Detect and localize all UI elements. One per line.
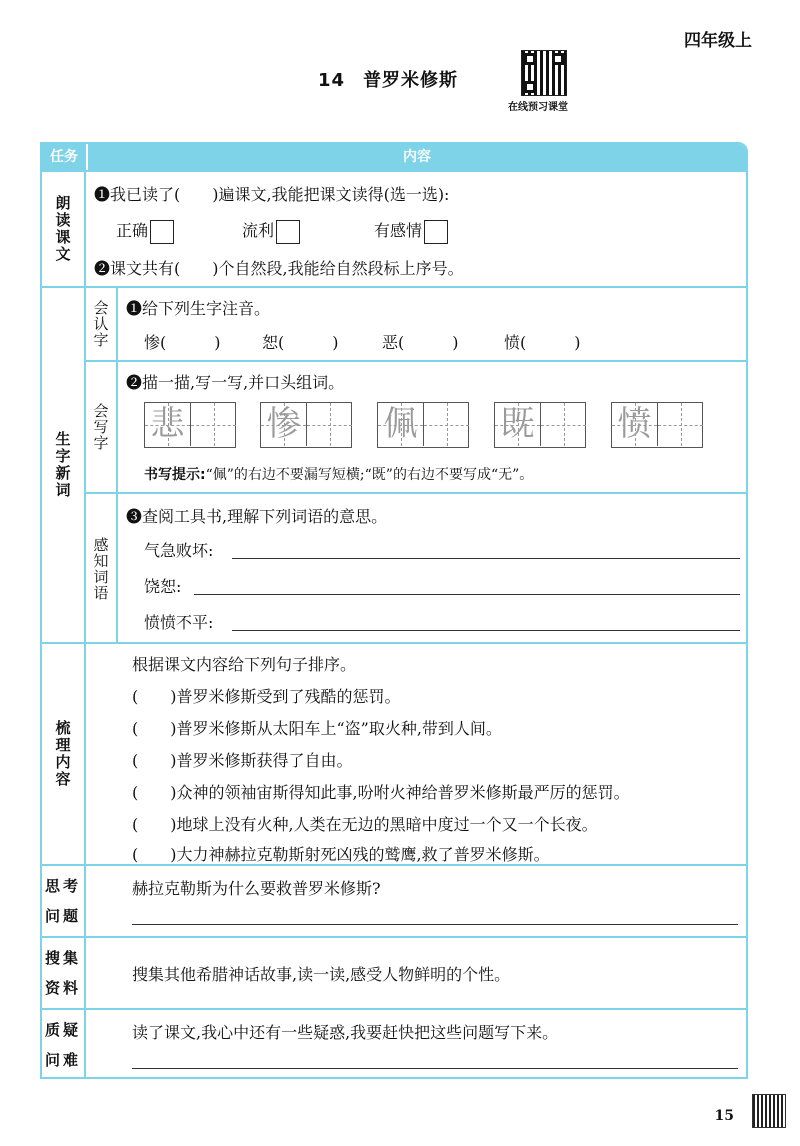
recognize-item: 恶( ): [382, 333, 459, 352]
writing-tip-label: 书写提示:: [144, 467, 206, 483]
answer-line[interactable]: [232, 630, 740, 631]
sorting-item[interactable]: ( )普罗米修斯受到了残酷的惩罚。: [132, 687, 401, 706]
think-label: 思考问题: [42, 866, 86, 936]
header-content: 内容: [403, 149, 431, 165]
reading-q1: ❶我已读了( )遍课文,我能把课文读得(选一选):: [94, 185, 450, 204]
checkbox[interactable]: [424, 220, 448, 244]
newwords-row: [42, 286, 746, 642]
sorting-row: [42, 642, 746, 864]
sorting-item[interactable]: ( )地球上没有火种,人类在无边的黑暗中度过一个又一个长夜。: [132, 815, 598, 834]
writing-cell-group[interactable]: [611, 402, 703, 448]
writing-tip-text: “佩”的右边不要漏写短横;“既”的右边不要写成“无”。: [205, 467, 534, 483]
collect-label: 搜集资料: [42, 938, 86, 1008]
sorting-item[interactable]: ( )大力神赫拉克勒斯射死凶残的鹫鹰,救了普罗米修斯。: [132, 845, 550, 864]
understand-section: [86, 492, 746, 644]
checkbox[interactable]: [276, 220, 300, 244]
reading-row: [42, 170, 746, 286]
qr-finder-icon: [524, 53, 536, 65]
doubt-label: 质疑问难: [42, 1010, 86, 1079]
qr-code-icon[interactable]: [752, 1094, 786, 1128]
answer-line[interactable]: [132, 1068, 738, 1069]
answer-line[interactable]: [132, 924, 738, 925]
header-task: 任务: [42, 144, 88, 170]
reading-option-fluent[interactable]: 流利: [242, 218, 300, 244]
collect-text: 搜集其他希腊神话故事,读一读,感受人物鲜明的个性。: [132, 965, 511, 984]
trace-character: 既: [500, 404, 535, 444]
think-question: 赫拉克勒斯为什么要救普罗米修斯?: [132, 879, 381, 898]
sorting-label: 梳理内容: [42, 644, 86, 864]
table-header: [42, 144, 746, 170]
write-section: [86, 360, 746, 492]
writing-cell-group[interactable]: [494, 402, 586, 448]
lesson-number: 14: [318, 70, 346, 91]
sorting-intro: 根据课文内容给下列句子排序。: [132, 655, 357, 674]
trace-character: 佩: [383, 404, 418, 444]
grade-label: 四年级上: [684, 31, 752, 51]
writing-cell-group[interactable]: [377, 402, 469, 448]
checkbox[interactable]: [150, 220, 174, 244]
recognize-section: [86, 288, 746, 360]
recognize-item: 愤( ): [504, 333, 581, 352]
reading-option-correct[interactable]: 正确: [116, 218, 174, 244]
trace-character: 悲: [150, 404, 185, 444]
word-label: 愤愤不平:: [144, 613, 214, 632]
recognize-item: 惨( ): [144, 333, 221, 352]
trace-character: 愤: [617, 404, 652, 444]
word-label: 气急败坏:: [144, 541, 214, 560]
qr-code-icon[interactable]: [521, 50, 567, 96]
recognize-item: 恕( ): [262, 333, 339, 352]
recognize-q: ❶给下列生字注音。: [126, 299, 271, 318]
word-label: 饶恕:: [144, 577, 182, 596]
writing-cell-group[interactable]: [144, 402, 236, 448]
reading-q2: ❷课文共有( )个自然段,我能给自然段标上序号。: [94, 259, 464, 278]
worksheet-table: [40, 142, 748, 1079]
think-row: [42, 864, 746, 936]
write-q: ❷描一描,写一写,并口头组词。: [126, 373, 345, 392]
sorting-item[interactable]: ( )众神的领袖宙斯得知此事,吩咐火神给普罗米修斯最严厉的惩罚。: [132, 783, 630, 802]
qr-finder-icon: [552, 53, 564, 65]
writing-tip: [144, 464, 533, 484]
doubt-row: [42, 1008, 746, 1079]
collect-row: [42, 936, 746, 1008]
qr-label: 在线预习课堂: [508, 102, 568, 113]
reading-label: 朗读课文: [42, 172, 86, 286]
page-number: 15: [714, 1108, 734, 1124]
reading-option-emotion[interactable]: 有感情: [374, 218, 448, 244]
lesson-title-text: 普罗米修斯: [363, 70, 459, 91]
answer-line[interactable]: [232, 558, 740, 559]
doubt-text: 读了课文,我心中还有一些疑惑,我要赶快把这些问题写下来。: [132, 1023, 559, 1042]
answer-line[interactable]: [194, 594, 740, 595]
understand-q: ❸查阅工具书,理解下列词语的意思。: [126, 507, 388, 526]
newwords-label: 生字新词: [42, 288, 86, 642]
understand-label: 感知词语: [86, 494, 118, 644]
sorting-item[interactable]: ( )普罗米修斯从太阳车上“盗”取火种,带到人间。: [132, 719, 502, 738]
trace-character: 惨: [266, 404, 301, 444]
write-label: 会写字: [86, 362, 118, 492]
qr-finder-icon: [524, 81, 536, 93]
lesson-title: [318, 66, 458, 92]
writing-cell-group[interactable]: [260, 402, 352, 448]
sorting-item[interactable]: ( )普罗米修斯获得了自由。: [132, 751, 353, 770]
recognize-label: 会认字: [86, 288, 118, 360]
